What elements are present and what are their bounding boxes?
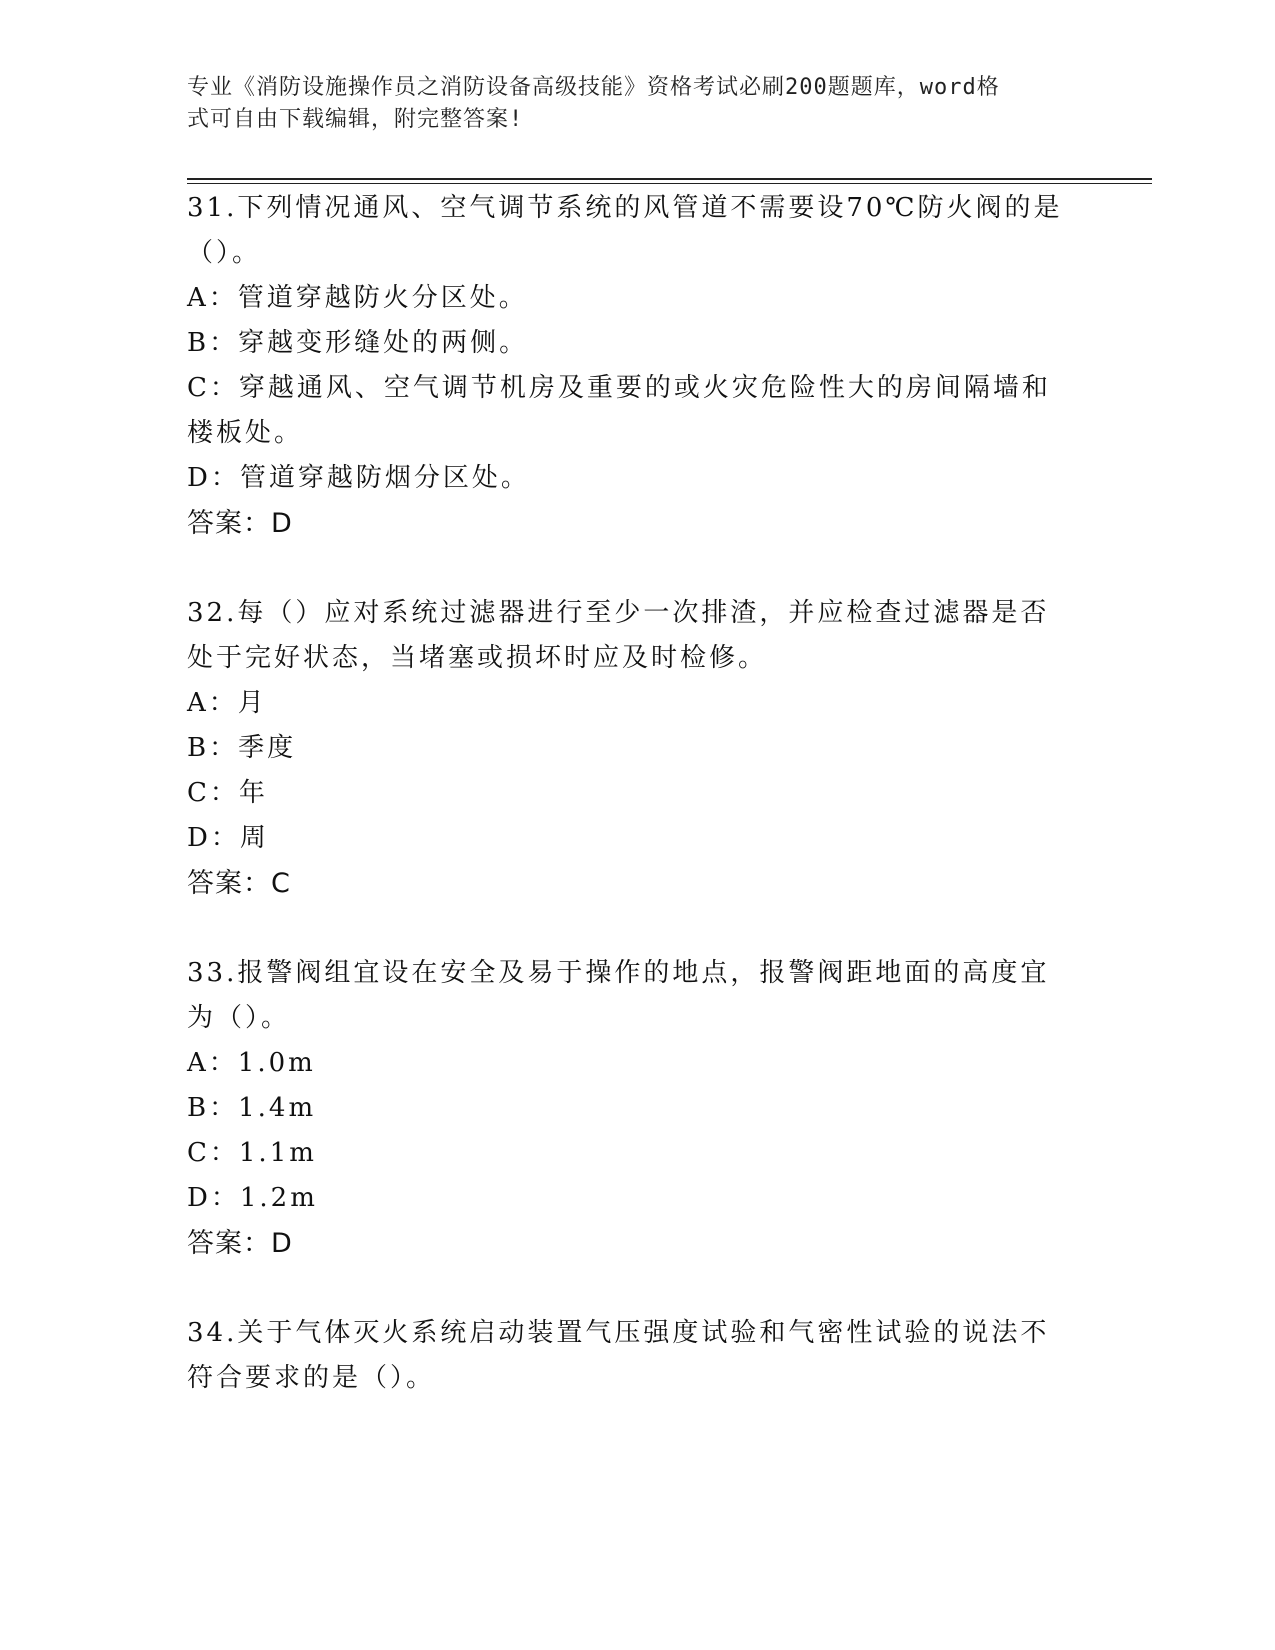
question-33 bbox=[187, 951, 1072, 1266]
option-a: A：月 bbox=[187, 688, 267, 718]
question-34 bbox=[187, 1311, 1072, 1401]
option-d: D：管道穿越防烟分区处。 bbox=[187, 463, 530, 493]
document-header bbox=[187, 72, 1067, 136]
answer: 答案：C bbox=[187, 868, 291, 899]
question-stem: 31.下列情况通风、空气调节系统的风管道不需要设70℃防火阀的是（）。 bbox=[187, 193, 1063, 268]
question-list bbox=[187, 186, 1072, 1446]
option-b: B：1.4m bbox=[187, 1093, 317, 1123]
header-divider-thin bbox=[187, 183, 1152, 184]
option-a: A：1.0m bbox=[187, 1048, 316, 1078]
question-31 bbox=[187, 186, 1072, 546]
option-d: D：周 bbox=[187, 823, 269, 853]
option-b: B：季度 bbox=[187, 733, 297, 763]
option-a: A：管道穿越防火分区处。 bbox=[187, 283, 528, 313]
header-line-2: 式可自由下载编辑，附完整答案! bbox=[187, 107, 524, 132]
option-d: D：1.2m bbox=[187, 1183, 318, 1213]
question-stem: 33.报警阀组宜设在安全及易于操作的地点，报警阀距地面的高度宜为（）。 bbox=[187, 958, 1050, 1033]
option-b: B：穿越变形缝处的两侧。 bbox=[187, 328, 529, 358]
question-32 bbox=[187, 591, 1072, 906]
option-c: C：年 bbox=[187, 778, 268, 808]
answer: 答案：D bbox=[187, 1228, 293, 1259]
question-stem: 32.每（）应对系统过滤器进行至少一次排渣，并应检查过滤器是否处于完好状态，当堵塞或损坏时应及时检修。 bbox=[187, 598, 1050, 673]
question-stem: 34.关于气体灭火系统启动装置气压强度试验和气密性试验的说法不符合要求的是（）。 bbox=[187, 1318, 1050, 1393]
option-c: C：穿越通风、空气调节机房及重要的或火灾危险性大的房间隔墙和楼板处。 bbox=[187, 373, 1051, 448]
header-divider-thick bbox=[187, 178, 1152, 180]
option-c: C：1.1m bbox=[187, 1138, 317, 1168]
answer: 答案：D bbox=[187, 508, 293, 539]
header-line-1: 专业《消防设施操作员之消防设备高级技能》资格考试必刷200题题库，word格 bbox=[187, 75, 1000, 100]
